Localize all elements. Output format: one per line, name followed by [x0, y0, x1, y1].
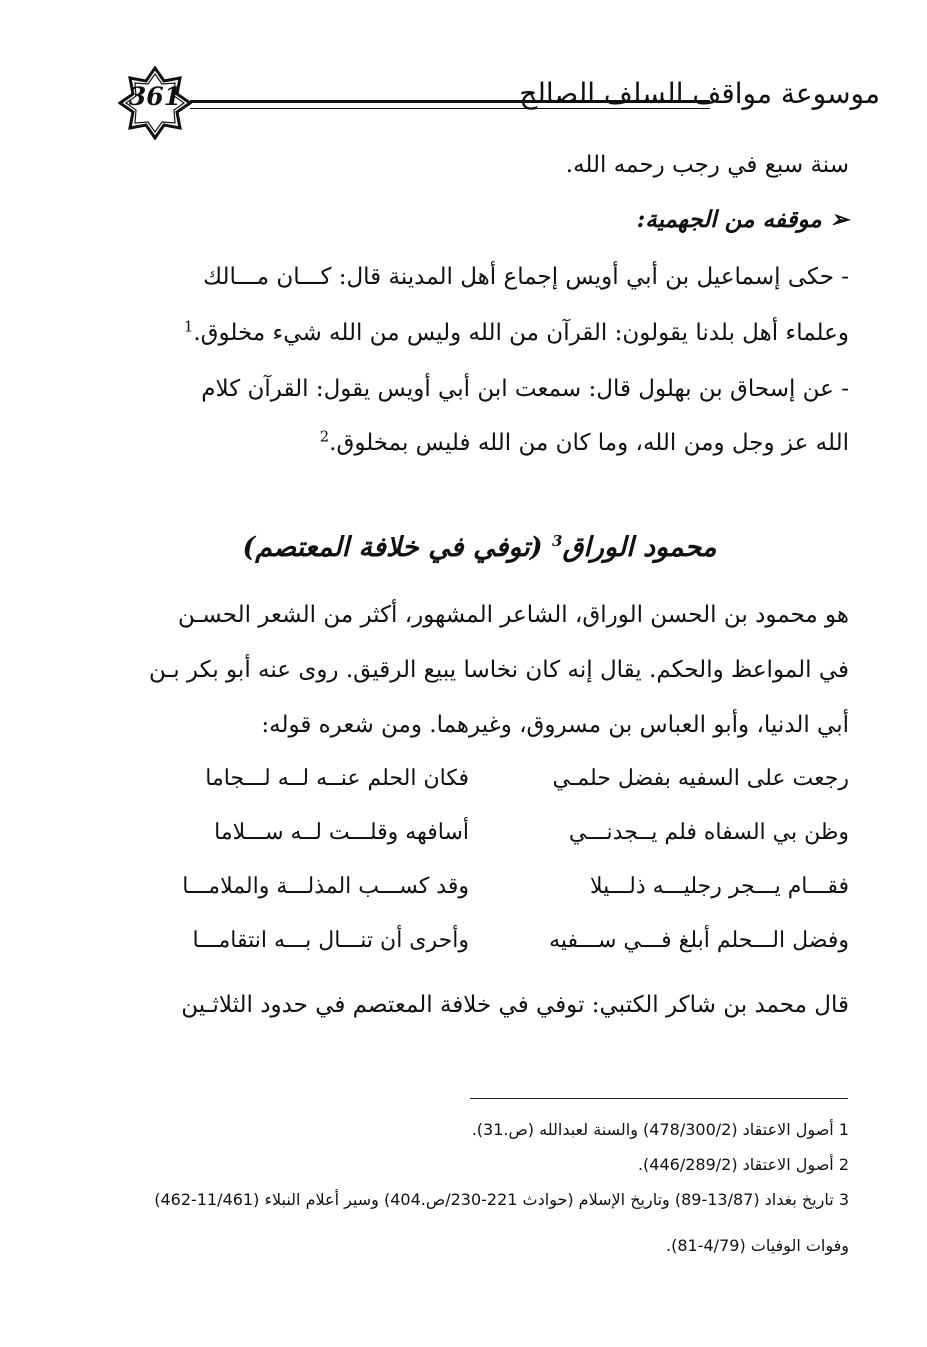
footnote: وفوات الوفيات (4/79-81). — [666, 1236, 849, 1255]
biography-heading — [110, 532, 849, 563]
poem-verse — [110, 820, 849, 874]
book-title: موسوعة مواقف السلف الصالح — [519, 77, 880, 110]
footnote-ref: 1 — [183, 317, 194, 336]
poem-second-hemistich: أسافهه وقلـــت لــه ســـلاما — [214, 820, 469, 845]
poem-second-hemistich: وقد كســـب المذلـــة والملامـــا — [182, 874, 469, 899]
text-span: الله عز وجل ومن الله، وما كان من الله فليس بمخلوق. — [329, 430, 849, 456]
section-heading-line — [110, 205, 849, 235]
poem — [110, 766, 849, 982]
poem-second-hemistich: فكان الحلم عنــه لــه لـــجاما — [205, 766, 469, 791]
biography-name: محمود الوراق — [562, 532, 717, 563]
footnote-ref: 3 — [552, 532, 563, 550]
text-line: سنة سبع في رجب رحمه الله. — [565, 152, 849, 178]
text-line — [110, 428, 849, 458]
text-span: وعلماء أهل بلدنا يقولون: القرآن من الله وليس من الله شيء مخلوق. — [193, 320, 849, 346]
text-line: هو محمود بن الحسن الوراق، الشاعر المشهور، أكثر من الشعر الحسـن — [177, 602, 849, 628]
text-line: - حكى إسماعيل بن أبي أويس إجماع أهل المدينة قال: كـــان مـــالك — [203, 264, 849, 290]
text-line — [110, 318, 849, 348]
poem-first-hemistich: رجعت على السفيه بفضل حلمـي — [552, 766, 849, 791]
footnote: 2 أصول الاعتقاد (446/289/2). — [637, 1155, 849, 1174]
text-line: قال محمد بن شاكر الكتبي: توفي في خلافة المعتصم في حدود الثلاثـين — [181, 992, 849, 1018]
section-heading: موقفه من الجهمية: — [636, 206, 822, 233]
footnote: 1 أصول الاعتقاد (478/300/2) والسنة لعبدالله (ص.31). — [471, 1120, 849, 1139]
poem-first-hemistich: وفضل الـــحلم أبلغ فـــي ســـفيه — [549, 928, 849, 953]
arrow-marker-icon: ➢ — [829, 206, 849, 233]
poem-verse — [110, 766, 849, 820]
page-number: 361 — [128, 82, 182, 111]
page-header — [110, 60, 880, 136]
poem-verse — [110, 928, 849, 982]
poem-first-hemistich: فقـــام يـــجر رجليـــه ذلـــيلا — [590, 874, 849, 899]
footnote: 3 تاريخ بغداد (13/87-89) وتاريخ الإسلام (حوادث 221-230/ص.404) وسير أعلام النبلاء (11/461-462) — [154, 1190, 849, 1209]
text-line: في المواعظ والحكم. يقال إنه كان نخاسا يبيع الرقيق. روى عنه أبو بكر بـن — [148, 657, 849, 683]
poem-first-hemistich: وظن بي السفاه فلم يــجدنـــي — [568, 820, 849, 845]
poem-second-hemistich: وأحرى أن تنـــال بـــه انتقامـــا — [192, 928, 469, 953]
footnote-divider — [470, 1098, 848, 1099]
text-line: - عن إسحاق بن بهلول قال: سمعت ابن أبي أويس يقول: القرآن كلام — [201, 376, 849, 402]
poem-verse — [110, 874, 849, 928]
text-line: أبي الدنيا، وأبو العباس بن مسروق، وغيرهما. ومن شعره قوله: — [261, 712, 849, 738]
biography-note: (توفي في خلافة المعتصم) — [242, 532, 543, 563]
footnote-ref: 2 — [319, 427, 330, 446]
